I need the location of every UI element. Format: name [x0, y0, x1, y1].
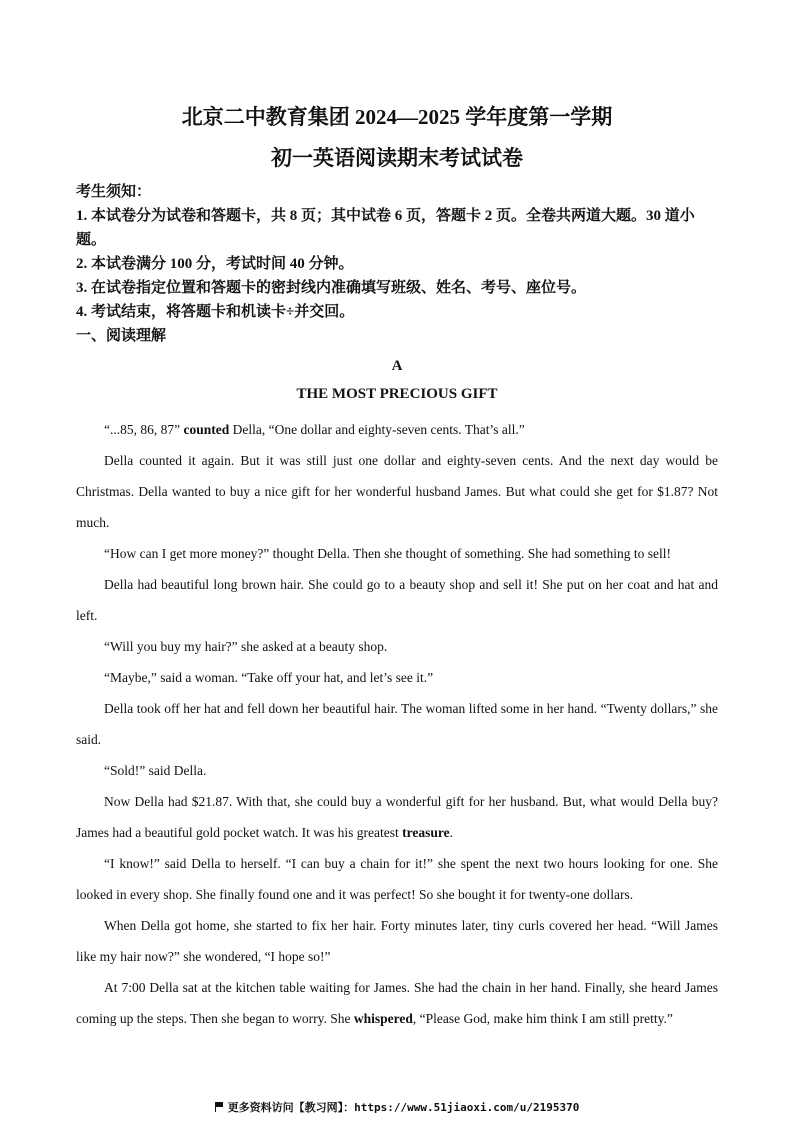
footer-link-text[interactable]: 更多资料访问【教习网】：https://www.51jiaoxi.com/u/2195370 [227, 1101, 580, 1114]
paragraph: “Will you buy my hair?” she asked at a beauty shop. [104, 639, 388, 654]
text-run: , “Please God, make him think I am still pretty.” [412, 1011, 673, 1026]
paragraph [76, 414, 718, 445]
paragraph: “How can I get more money?” thought Della. Then she thought of something. She had something to sell! [104, 546, 672, 561]
paragraph: “Maybe,” said a woman. “Take off your hat, and let’s see it.” [104, 670, 434, 685]
passage-label: A [391, 358, 403, 374]
bold-word: whispered [353, 1011, 413, 1026]
exam-title-line2: 初一英语阅读期末考试试卷 [271, 146, 523, 170]
notice-item: 3. 在试卷指定位置和答题卡的密封线内准确填写班级、姓名、考号、座位号。 [76, 280, 587, 296]
paragraph [76, 786, 718, 848]
text-run: Now Della had $21.87. With that, she could buy a wonderful gift for her husband. But, what would Della buy? James had a beautiful gold pocket watch. It was his greatest [76, 794, 718, 840]
paragraph: Della took off her hat and fell down her beautiful hair. The woman lifted some in her hand. “Twenty dollars,” she said. [76, 701, 718, 747]
notice-item: 4. 考试结束，将答题卡和机读卡÷并交回。 [76, 304, 355, 320]
exam-title-line1: 北京二中教育集团 2024—2025 学年度第一学期 [181, 105, 613, 129]
notice-item: 1. 本试卷分为试卷和答题卡，共 8 页；其中试卷 6 页，答题卡 2 页。全卷共两道大题。30 道小题。 [76, 208, 695, 248]
passage-body [76, 414, 718, 1034]
flag-icon [215, 1102, 224, 1112]
section-heading: 一、阅读理解 [76, 328, 167, 344]
text-run: . [449, 825, 454, 840]
text-run: Della, “One dollar and eighty-seven cents. That’s all.” [229, 422, 525, 437]
notice-heading: 考生须知： [76, 184, 152, 200]
text-run: At 7:00 Della sat at the kitchen table waiting for James. She had the chain in her hand. Finally, she heard James coming up the steps. Then she began to worry. She [76, 980, 718, 1026]
passage-title: THE MOST PRECIOUS GIFT [296, 386, 498, 402]
candidate-notice [76, 180, 718, 348]
bold-word: treasure [402, 825, 450, 840]
paragraph: Della counted it again. But it was still just one dollar and eighty-seven cents. And the next day would be Christmas. Della wanted to buy a nice gift for her wonderful husband James. But what could she get for $1.87? Not much. [76, 453, 718, 530]
paragraph: When Della got home, she started to fix her hair. Forty minutes later, tiny curls covered her head. “Will James like my hair now?” she wondered, “I hope so!” [76, 918, 718, 964]
bold-word: counted [183, 422, 230, 437]
text-run: “...85, 86, 87” [104, 422, 184, 437]
paragraph: “Sold!” said Della. [104, 763, 207, 778]
notice-item: 2. 本试卷满分 100 分，考试时间 40 分钟。 [76, 256, 354, 272]
paragraph: “I know!” said Della to herself. “I can buy a chain for it!” she spent the next two hours looking for one. She looked in every shop. She finally found one and it was perfect! So she bought it for twenty-one dollars. [76, 856, 718, 902]
footer [0, 1100, 794, 1116]
paragraph [76, 972, 718, 1034]
paragraph: Della had beautiful long brown hair. She could go to a beauty shop and sell it! She put on her coat and hat and left. [76, 577, 718, 623]
